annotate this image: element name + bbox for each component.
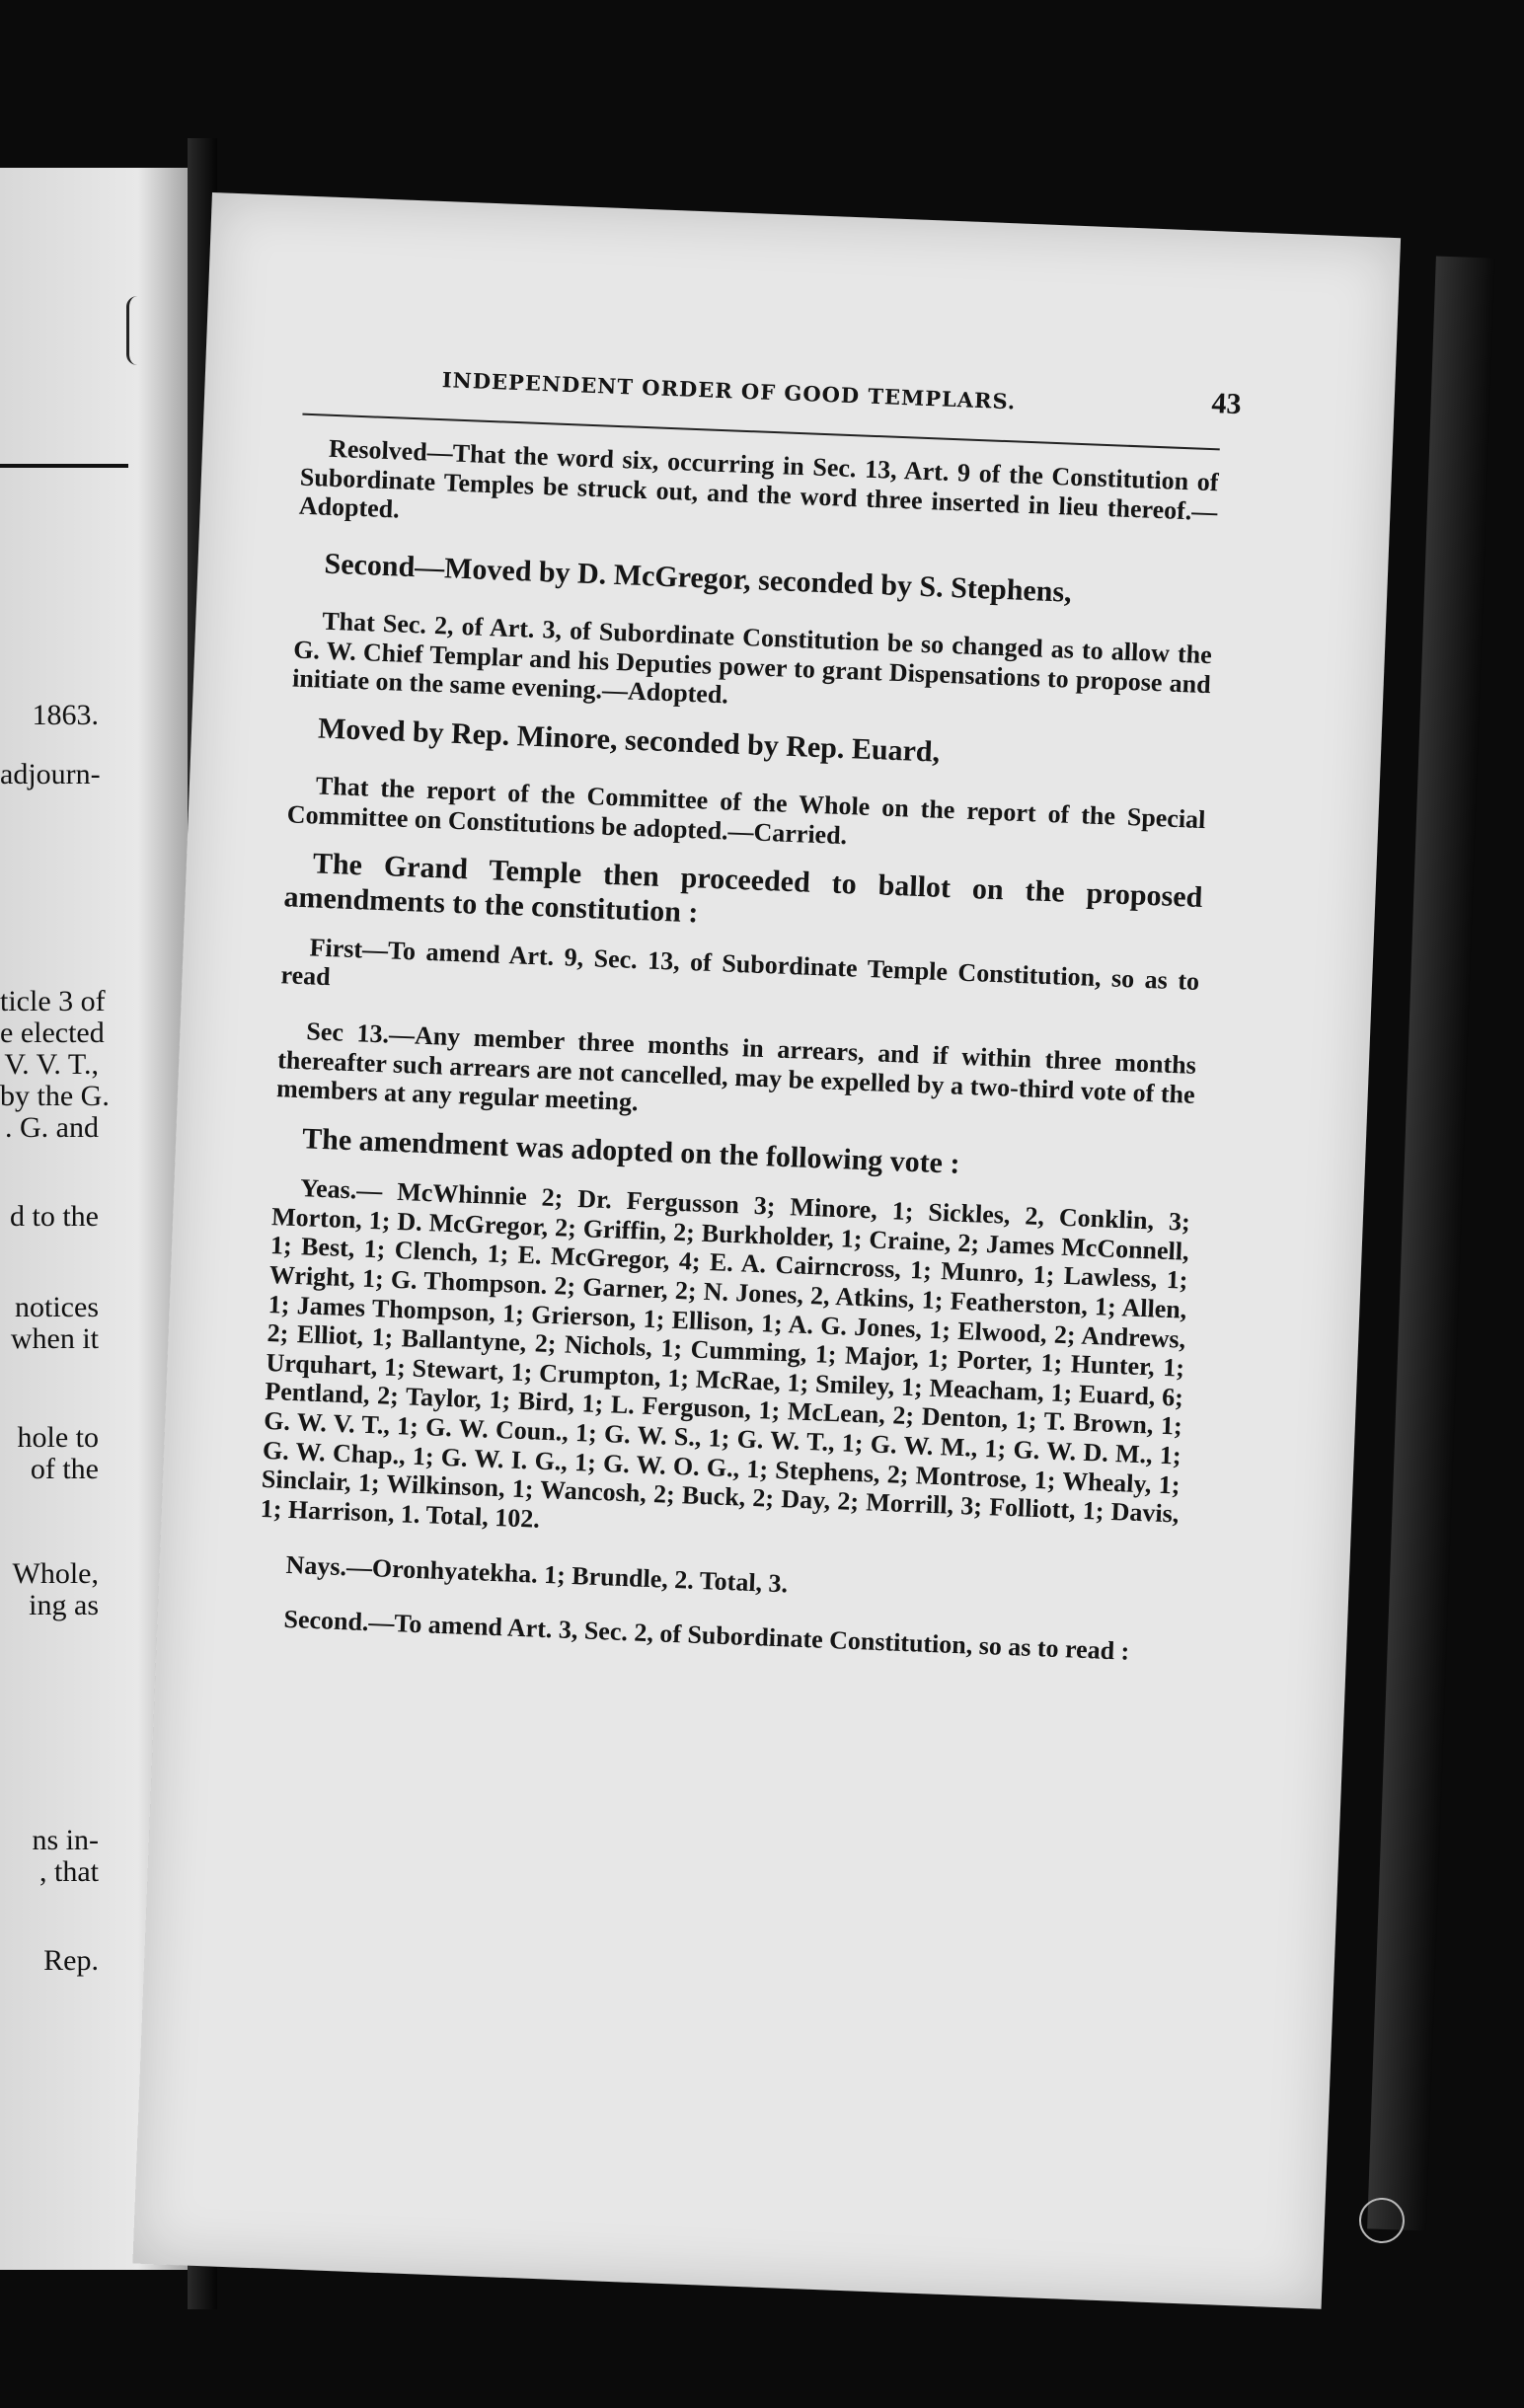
facing-page-line: d to the (10, 1200, 99, 1233)
facing-page-line: notices (15, 1291, 99, 1323)
facing-page-line: when it (10, 1322, 99, 1355)
amendment-first: First—To amend Art. 9, Sec. 13, of Subordinate Temple Constitution, so as to read (280, 933, 1200, 996)
facing-page-line: ticle 3 of (0, 985, 106, 1017)
running-title: INDEPENDENT ORDER OF GOOD TEMPLARS. (441, 367, 1017, 414)
page-content (256, 344, 1243, 1669)
section-text: Sec 13.—Any member three months in arrears, and if within three months thereafter such arrears are not cancelled, may be expelled by a two-third vote of the members at any regular meeting. (275, 1016, 1197, 1117)
yeas-list: Yeas.— McWhinnie 2; Dr. Fergusson 3; Minore, 1; Sickles, 2, Conklin, 3; Morton, 1; D. McGregor, 2; Griffin, 2; Burkholder, 1; Craine, 2; James McConnell, 1; Best, 1; Clench, 1; E. McGregor, 4; E. A. Cairncross, 1; Munro, 1; Lawless, 1; Wright, 1; G. Thompson. 2; Garner, 2; N. Jones, 2, Atkins, 1; Featherston, 1; Allen, 1; James Thompson, 1; Grierson, 1; Ellison, 1; A. G. Jones, 1; Elwood, 2; Andrews, 2; Elliot, 1; Ballantyne, 2; Nichols, 1; Cumming, 1; Major, 1; Porter, 1; Hunter, 1; Urquhart, 1; Stewart, 1; Crumpton, 1; McRae, 1; Smiley, 1; Meacham, 1; Euard, 6; Pentland, 2; Taylor, 1; Bird, 1; L. Ferguson, 1; McLean, 2; Denton, 1; T. Brown, 1; G. W. V. T., 1; G. W. Coun., 1; G. W. S., 1; G. W. T., 1; G. W. M., 1; G. W. D. M., 1; G. W. Chap., 1; G. W. I. G., 1; G. W. O. G., 1; Stephens, 2; Montrose, 1; Whealy, 1; Sinclair, 1; Wilkinson, 1; Wancosh, 2; Buck, 2; Day, 2; Morrill, 3; Folliott, 1; Davis, 1; Harrison, 1. Total, 102. (260, 1173, 1191, 1534)
resolution-paragraph: Resolved—That the word six, occurring in Sec. 13, Art. 9 of the Constitution of Subordinate Temples be struck out, and the word three inserted in lieu thereof.—Adopted. (298, 433, 1220, 526)
facing-page-line: , that (39, 1855, 99, 1888)
facing-page-line: by the G. (0, 1080, 110, 1112)
facing-page-line: hole to (17, 1421, 99, 1454)
facing-page-line: ns in- (32, 1824, 99, 1856)
facing-page-line: 1863. (32, 699, 99, 731)
facing-page-line: adjourn- (0, 758, 101, 790)
resolution-paragraph: That the report of the Committee of the Whole on the report of the Special Committee on Constitutions be adopted.—Carried. (286, 771, 1206, 850)
vote-intro: The amendment was adopted on the following vote : (301, 1122, 961, 1180)
facing-page-line: Rep. (43, 1944, 99, 1977)
facing-page-line: V. V. T., (4, 1048, 99, 1081)
motion-second: Second—Moved by D. McGregor, seconded by S. Stephens, (324, 547, 1073, 609)
nays-list: Nays.—Oronhyatekha. 1; Brundle, 2. Total, 3. (285, 1549, 789, 1598)
amendment-second: Second.—To amend Art. 3, Sec. 2, of Subordinate Constitution, so as to read : (283, 1605, 1130, 1666)
page-header (302, 344, 1243, 451)
margin-stamp (1358, 2197, 1406, 2244)
resolution-paragraph: That Sec. 2, of Art. 3, of Subordinate Constitution be so changed as to allow the G. W. Chief Templar and his Deputies power to grant Dispensations to propose and initiate on the same evening.—Adopted. (291, 606, 1213, 710)
facing-page-line: . G. and (5, 1111, 99, 1144)
facing-page-rule (0, 464, 128, 468)
facing-page-line: of the (30, 1453, 99, 1485)
book-page (132, 192, 1401, 2309)
facing-page-line: Whole, (12, 1557, 99, 1590)
facing-page-line: ing as (29, 1589, 99, 1621)
facing-page-line: e elected (0, 1016, 105, 1049)
motion-line: Moved by Rep. Minore, seconded by Rep. Euard, (317, 712, 941, 769)
page-number: 43 (1210, 387, 1243, 421)
ballot-paragraph: The Grand Temple then proceeded to ballot on the proposed amendments to the constitution : (283, 847, 1203, 929)
pencil-mark (126, 296, 137, 365)
